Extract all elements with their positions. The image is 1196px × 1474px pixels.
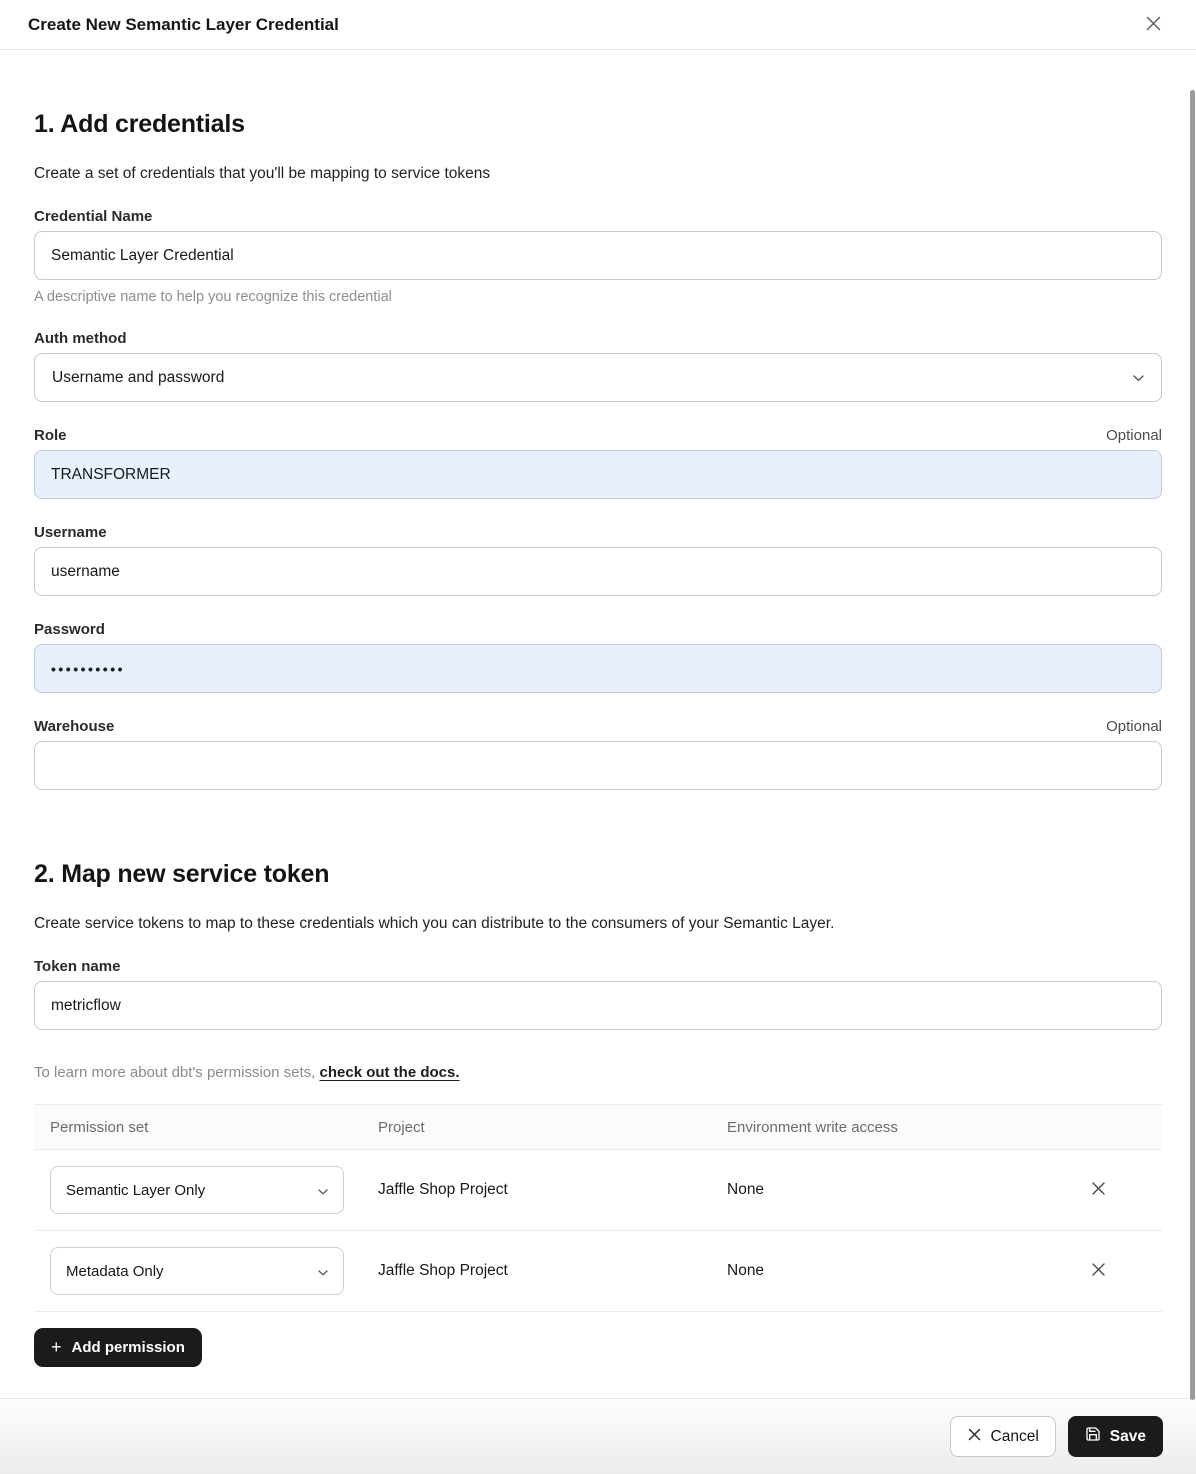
role-optional-tag: Optional [1106, 427, 1162, 445]
credential-name-field-group [34, 208, 1162, 305]
role-field-group [34, 427, 1162, 499]
warehouse-input[interactable] [34, 741, 1162, 790]
modal-footer [0, 1398, 1196, 1474]
warehouse-optional-tag: Optional [1106, 718, 1162, 736]
modal-body [0, 50, 1196, 1367]
remove-permission-button[interactable] [1085, 1256, 1112, 1286]
auth-method-label: Auth method [34, 330, 127, 348]
project-cell: Jaffle Shop Project [378, 1181, 508, 1199]
section1-description: Create a set of credentials that you'll be mapping to service tokens [34, 164, 491, 182]
section2-description: Create service tokens to map to these credentials which you can distribute to the consumers of your Semantic Layer. [34, 914, 835, 932]
column-header-project: Project [378, 1118, 425, 1136]
username-input[interactable] [34, 547, 1162, 596]
close-icon [967, 1427, 982, 1447]
save-button-label: Save [1109, 1427, 1146, 1445]
permission-set-selected-value: Semantic Layer Only [66, 1181, 206, 1199]
modal-title: Create New Semantic Layer Credential [28, 14, 339, 34]
token-name-label: Token name [34, 958, 121, 976]
vertical-scrollbar[interactable] [1190, 90, 1195, 1400]
permissions-table-header [34, 1104, 1162, 1150]
chevron-down-icon [318, 1182, 328, 1199]
token-name-field-group [34, 958, 1162, 1030]
permission-row [34, 1231, 1162, 1312]
docs-link[interactable]: check out the docs. [319, 1064, 460, 1082]
environment-write-access-cell: None [727, 1262, 765, 1280]
column-header-permission-set: Permission set [50, 1118, 149, 1136]
permission-set-select[interactable] [50, 1166, 344, 1214]
modal-header [0, 0, 1196, 50]
auth-method-selected-value: Username and password [52, 368, 225, 386]
credential-name-label: Credential Name [34, 208, 153, 226]
environment-write-access-cell: None [727, 1181, 765, 1199]
close-icon [1090, 1180, 1107, 1200]
username-label: Username [34, 524, 107, 542]
permission-set-selected-value: Metadata Only [66, 1262, 164, 1280]
permission-row [34, 1150, 1162, 1231]
credential-name-input[interactable] [34, 231, 1162, 280]
close-icon [1144, 14, 1163, 36]
credential-name-helper: A descriptive name to help you recognize this credential [34, 289, 392, 306]
close-icon [1090, 1261, 1107, 1281]
username-field-group [34, 524, 1162, 596]
save-button[interactable] [1068, 1416, 1163, 1457]
token-name-input[interactable] [34, 981, 1162, 1030]
permission-docs-note [34, 1064, 1162, 1081]
chevron-down-icon [1133, 369, 1144, 387]
auth-method-field-group [34, 330, 1162, 402]
add-permission-button[interactable] [34, 1328, 202, 1367]
section1-heading: 1. Add credentials [34, 110, 245, 138]
chevron-down-icon [318, 1263, 328, 1280]
password-label: Password [34, 621, 105, 639]
permissions-table [34, 1104, 1162, 1312]
add-permission-label: Add permission [71, 1339, 185, 1357]
close-button[interactable] [1138, 10, 1168, 40]
column-header-environment-write-access: Environment write access [727, 1118, 898, 1136]
section2-heading: 2. Map new service token [34, 860, 330, 889]
password-input[interactable] [34, 644, 1162, 693]
save-icon [1085, 1426, 1101, 1447]
warehouse-label: Warehouse [34, 718, 115, 736]
project-cell: Jaffle Shop Project [378, 1262, 508, 1280]
remove-permission-button[interactable] [1085, 1175, 1112, 1205]
auth-method-select[interactable] [34, 353, 1162, 402]
docs-note-text: To learn more about dbt's permission sets, [34, 1064, 320, 1082]
permission-set-select[interactable] [50, 1247, 344, 1295]
role-label: Role [34, 427, 67, 445]
password-field-group [34, 621, 1162, 693]
role-input[interactable] [34, 450, 1162, 499]
warehouse-field-group [34, 718, 1162, 790]
cancel-button-label: Cancel [990, 1427, 1039, 1445]
plus-icon: + [51, 1336, 62, 1357]
cancel-button[interactable] [950, 1416, 1056, 1457]
